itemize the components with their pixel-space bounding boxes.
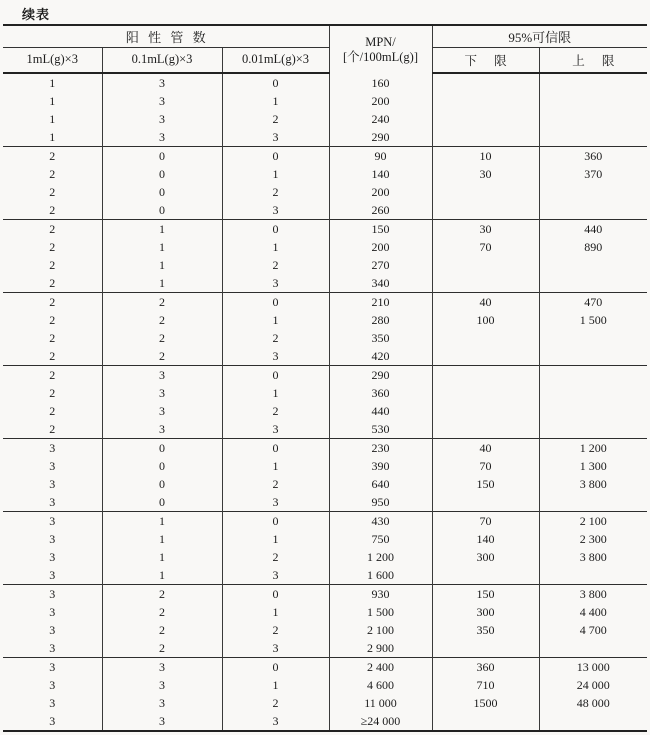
table-cell: 1500 — [432, 694, 539, 712]
table-cell — [432, 256, 539, 274]
table-cell: 24 000 — [539, 676, 647, 694]
table-cell: 10 — [432, 147, 539, 166]
table-cell: 3 — [102, 110, 222, 128]
table-cell — [539, 110, 647, 128]
table-cell — [539, 493, 647, 512]
table-cell: 3 800 — [539, 475, 647, 493]
table-cell: 3 — [222, 347, 329, 366]
table-cell: 150 — [329, 220, 432, 239]
header-mpn-line1: MPN/ — [365, 34, 396, 49]
table-cell: 3 — [102, 384, 222, 402]
table-cell — [539, 274, 647, 293]
table-cell: 2 — [49, 331, 56, 345]
table-row — [3, 658, 647, 677]
table-cell: 2 — [222, 183, 329, 201]
table-cell — [539, 329, 647, 347]
table-group — [3, 73, 647, 147]
table-row — [3, 147, 647, 166]
table-cell: 3 — [49, 532, 56, 546]
table-cell: 1 — [49, 130, 56, 144]
table-cell: 4 400 — [539, 603, 647, 621]
table-cell: 2 100 — [329, 621, 432, 639]
table-cell — [432, 420, 539, 439]
table-cell: 1 — [49, 94, 56, 108]
table-cell: 3 800 — [539, 548, 647, 566]
table-row — [3, 475, 647, 493]
table-cell: 0 — [102, 183, 222, 201]
table-cell — [539, 347, 647, 366]
table-row — [3, 347, 647, 366]
table-cell: 890 — [539, 238, 647, 256]
table-cell: 150 — [432, 475, 539, 493]
table-cell: 3 — [49, 459, 56, 473]
table-cell: 1 — [222, 238, 329, 256]
table-row — [3, 585, 647, 604]
table-row — [3, 201, 647, 220]
table-cell: 240 — [329, 110, 432, 128]
table-cell: 280 — [329, 311, 432, 329]
table-cell: 70 — [432, 512, 539, 531]
table-cell: 0 — [222, 366, 329, 385]
header-row-groups — [3, 25, 647, 47]
table-cell: 420 — [329, 347, 432, 366]
table-cell: 3 — [102, 658, 222, 677]
table-row — [3, 128, 647, 147]
table-cell: 710 — [432, 676, 539, 694]
table-row — [3, 420, 647, 439]
table-cell: 0 — [222, 658, 329, 677]
table-cell: 2 — [3, 220, 102, 239]
table-cell — [432, 201, 539, 220]
table-cell: 530 — [329, 420, 432, 439]
table-header — [3, 25, 647, 73]
table-cell: 13 000 — [539, 658, 647, 677]
table-row — [3, 439, 647, 458]
table-cell: 4 700 — [539, 621, 647, 639]
table-group — [3, 147, 647, 220]
table-row — [3, 712, 647, 731]
table-cell: 1 — [222, 165, 329, 183]
table-cell: 2 — [222, 256, 329, 274]
table-cell: 30 — [432, 165, 539, 183]
table-cell: 1 — [102, 238, 222, 256]
table-cell: 2 — [222, 110, 329, 128]
table-row — [3, 512, 647, 531]
table-cell: 1 — [102, 274, 222, 293]
table-cell: 2 100 — [539, 512, 647, 531]
table-cell: 200 — [329, 183, 432, 201]
table-cell: 3 — [222, 420, 329, 439]
table-row — [3, 256, 647, 274]
table-cell — [432, 73, 539, 92]
table-cell — [539, 183, 647, 201]
table-cell — [432, 110, 539, 128]
table-cell: 3 — [102, 366, 222, 385]
page-title: 续表 — [22, 7, 51, 22]
table-cell: 3 800 — [539, 585, 647, 604]
table-cell: 360 — [539, 147, 647, 166]
table-cell: 290 — [329, 128, 432, 147]
table-cell: 2 — [102, 347, 222, 366]
table-cell: 3 — [49, 605, 56, 619]
table-cell: 3 — [222, 201, 329, 220]
table-cell: 2 — [3, 293, 102, 312]
table-cell: 0 — [222, 220, 329, 239]
table-row — [3, 238, 647, 256]
table-row — [3, 311, 647, 329]
table-cell — [539, 128, 647, 147]
table-row — [3, 92, 647, 110]
table-row — [3, 457, 647, 475]
table-cell: 1 — [102, 256, 222, 274]
header-row-columns — [3, 47, 647, 73]
table-cell: 200 — [329, 238, 432, 256]
table-cell: 350 — [432, 621, 539, 639]
table-cell: 640 — [329, 475, 432, 493]
table-row — [3, 183, 647, 201]
table-cell: 1 — [222, 530, 329, 548]
table-cell: 2 — [49, 422, 56, 436]
table-cell — [539, 201, 647, 220]
table-cell: 1 — [222, 603, 329, 621]
table-cell: 3 — [222, 712, 329, 731]
mpn-table — [3, 24, 647, 732]
table-cell — [432, 566, 539, 585]
table-cell: 2 — [49, 404, 56, 418]
table-cell: 70 — [432, 457, 539, 475]
table-cell — [539, 92, 647, 110]
table-cell: 440 — [539, 220, 647, 239]
table-cell: 3 — [102, 92, 222, 110]
table-cell: 440 — [329, 402, 432, 420]
header-col-01ml: 0.1mL(g)×3 — [102, 47, 222, 73]
table-cell: 0 — [102, 475, 222, 493]
table-cell: 2 — [222, 475, 329, 493]
header-lower-limit: 下 限 — [432, 47, 539, 73]
table-cell — [432, 639, 539, 658]
table-cell: 11 000 — [329, 694, 432, 712]
table-cell — [432, 347, 539, 366]
table-cell: 2 — [102, 621, 222, 639]
table-row — [3, 220, 647, 239]
table-cell: 3 — [222, 274, 329, 293]
table-cell — [539, 712, 647, 731]
table-cell: 0 — [222, 73, 329, 92]
table-group — [3, 220, 647, 293]
table-cell: 1 — [222, 676, 329, 694]
table-cell — [539, 420, 647, 439]
table-cell: 360 — [432, 658, 539, 677]
table-cell — [432, 128, 539, 147]
table-group — [3, 293, 647, 366]
table-cell: ≥24 000 — [329, 712, 432, 731]
table-cell: 0 — [222, 585, 329, 604]
table-cell: 2 — [222, 621, 329, 639]
table-row — [3, 73, 647, 92]
table-row — [3, 274, 647, 293]
table-cell: 2 — [222, 694, 329, 712]
table-cell: 0 — [102, 165, 222, 183]
table-cell: 3 — [49, 696, 56, 710]
header-positive-tube-count: 阳 性 管 数 — [3, 25, 329, 47]
table-cell: 2 — [49, 386, 56, 400]
table-cell: 390 — [329, 457, 432, 475]
table-cell: 1 — [222, 457, 329, 475]
table-cell: 930 — [329, 585, 432, 604]
table-row — [3, 293, 647, 312]
table-cell — [539, 402, 647, 420]
table-cell: 140 — [432, 530, 539, 548]
table-cell: 40 — [432, 439, 539, 458]
table-cell: 0 — [102, 147, 222, 166]
table-cell: 2 — [49, 203, 56, 217]
table-cell: 3 — [49, 568, 56, 582]
table-cell: 1 — [102, 566, 222, 585]
table-cell: 270 — [329, 256, 432, 274]
table-row — [3, 639, 647, 658]
table-cell: 0 — [102, 493, 222, 512]
table-cell: 3 — [222, 639, 329, 658]
table-cell: 1 — [222, 384, 329, 402]
table-cell: 3 — [49, 550, 56, 564]
table-cell: 3 — [49, 477, 56, 491]
table-cell: 100 — [432, 311, 539, 329]
table-cell: 0 — [222, 293, 329, 312]
table-cell: 160 — [329, 73, 432, 92]
table-cell: 470 — [539, 293, 647, 312]
table-cell: 210 — [329, 293, 432, 312]
table-cell: 1 — [49, 76, 56, 90]
header-mpn-unit — [329, 25, 432, 73]
table-cell: 2 — [222, 329, 329, 347]
table-cell: 2 — [222, 402, 329, 420]
table-cell: 2 400 — [329, 658, 432, 677]
table-cell: 0 — [102, 201, 222, 220]
table-cell: 1 — [49, 112, 56, 126]
table-cell: 950 — [329, 493, 432, 512]
table-cell: 90 — [329, 147, 432, 166]
table-cell: 2 — [49, 276, 56, 290]
table-cell — [432, 402, 539, 420]
table-cell: 0 — [102, 439, 222, 458]
table-cell: 1 500 — [539, 311, 647, 329]
table-cell: 2 — [102, 639, 222, 658]
table-row — [3, 621, 647, 639]
table-cell: 300 — [432, 603, 539, 621]
table-row — [3, 110, 647, 128]
table-cell: 3 — [222, 128, 329, 147]
table-cell: 2 300 — [539, 530, 647, 548]
table-cell: 4 600 — [329, 676, 432, 694]
table-cell: 1 — [102, 512, 222, 531]
table-cell: 2 — [102, 585, 222, 604]
table-cell: 430 — [329, 512, 432, 531]
table-cell: 3 — [49, 678, 56, 692]
table-cell — [432, 274, 539, 293]
table-cell: 230 — [329, 439, 432, 458]
table-cell: 1 — [222, 92, 329, 110]
table-cell — [432, 493, 539, 512]
table-cell: 3 — [102, 712, 222, 731]
table-cell: 3 — [3, 658, 102, 677]
table-cell: 1 200 — [539, 439, 647, 458]
table-cell: 3 — [102, 402, 222, 420]
table-cell: 0 — [222, 147, 329, 166]
table-cell: 360 — [329, 384, 432, 402]
table-group — [3, 512, 647, 585]
table-row — [3, 676, 647, 694]
table-cell — [432, 384, 539, 402]
table-cell: 2 — [49, 240, 56, 254]
table-cell: 2 — [102, 293, 222, 312]
table-cell: 1 600 — [329, 566, 432, 585]
table-cell: 3 — [3, 512, 102, 531]
header-col-001ml: 0.01mL(g)×3 — [222, 47, 329, 73]
table-cell — [539, 73, 647, 92]
table-group — [3, 585, 647, 658]
table-cell: 0 — [102, 457, 222, 475]
table-cell: 2 — [102, 603, 222, 621]
table-group — [3, 366, 647, 439]
table-cell: 3 — [49, 714, 56, 728]
table-cell: 3 — [49, 641, 56, 655]
table-cell — [432, 183, 539, 201]
table-cell: 3 — [102, 676, 222, 694]
table-cell: 350 — [329, 329, 432, 347]
table-cell: 3 — [49, 495, 56, 509]
table-row — [3, 530, 647, 548]
header-mpn-line2: [个/100mL(g)] — [343, 49, 418, 64]
table-cell: 200 — [329, 92, 432, 110]
table-cell: 3 — [102, 73, 222, 92]
table-cell: 150 — [432, 585, 539, 604]
table-row — [3, 694, 647, 712]
table-cell: 3 — [222, 566, 329, 585]
table-cell: 140 — [329, 165, 432, 183]
table-cell: 300 — [432, 548, 539, 566]
table-cell — [432, 329, 539, 347]
header-confidence-limits: 95%可信限 — [432, 25, 647, 47]
table-cell: 48 000 — [539, 694, 647, 712]
table-cell: 1 — [102, 220, 222, 239]
table-cell: 1 500 — [329, 603, 432, 621]
table-cell: 2 — [222, 548, 329, 566]
table-cell: 0 — [222, 439, 329, 458]
table-cell: 2 — [49, 167, 56, 181]
table-cell: 2 — [49, 185, 56, 199]
table-row — [3, 384, 647, 402]
table-cell: 70 — [432, 238, 539, 256]
table-cell: 30 — [432, 220, 539, 239]
table-cell: 370 — [539, 165, 647, 183]
table-cell: 3 — [102, 694, 222, 712]
header-col-1ml: 1mL(g)×3 — [3, 47, 102, 73]
table-cell: 2 — [3, 366, 102, 385]
table-cell — [539, 366, 647, 385]
table-cell: 2 — [49, 313, 56, 327]
table-group — [3, 439, 647, 512]
table-row — [3, 603, 647, 621]
table-cell: 3 — [102, 420, 222, 439]
table-cell: 0 — [222, 512, 329, 531]
table-cell — [432, 366, 539, 385]
table-cell: 3 — [222, 493, 329, 512]
table-cell — [432, 92, 539, 110]
table-cell: 3 — [3, 585, 102, 604]
table-cell: 2 900 — [329, 639, 432, 658]
table-cell: 2 — [3, 147, 102, 166]
table-row — [3, 366, 647, 385]
table-row — [3, 329, 647, 347]
table-cell — [539, 384, 647, 402]
table-row — [3, 402, 647, 420]
table-cell: 260 — [329, 201, 432, 220]
table-row — [3, 566, 647, 585]
table-row — [3, 548, 647, 566]
table-cell: 2 — [102, 329, 222, 347]
table-cell: 3 — [49, 623, 56, 637]
table-cell: 2 — [49, 349, 56, 363]
table-cell — [539, 256, 647, 274]
table-cell: 1 300 — [539, 457, 647, 475]
table-cell: 1 200 — [329, 548, 432, 566]
table-group — [3, 658, 647, 732]
table-cell: 3 — [3, 439, 102, 458]
table-cell: 2 — [102, 311, 222, 329]
table-cell: 1 — [102, 530, 222, 548]
table-cell: 750 — [329, 530, 432, 548]
table-cell — [539, 639, 647, 658]
table-cell: 3 — [102, 128, 222, 147]
table-row — [3, 165, 647, 183]
table-row — [3, 493, 647, 512]
table-cell: 1 — [102, 548, 222, 566]
table-cell: 40 — [432, 293, 539, 312]
table-cell: 2 — [49, 258, 56, 272]
table-cell — [432, 712, 539, 731]
table-cell: 290 — [329, 366, 432, 385]
table-cell — [539, 566, 647, 585]
header-upper-limit: 上 限 — [539, 47, 647, 73]
table-cell: 340 — [329, 274, 432, 293]
table-cell: 1 — [222, 311, 329, 329]
